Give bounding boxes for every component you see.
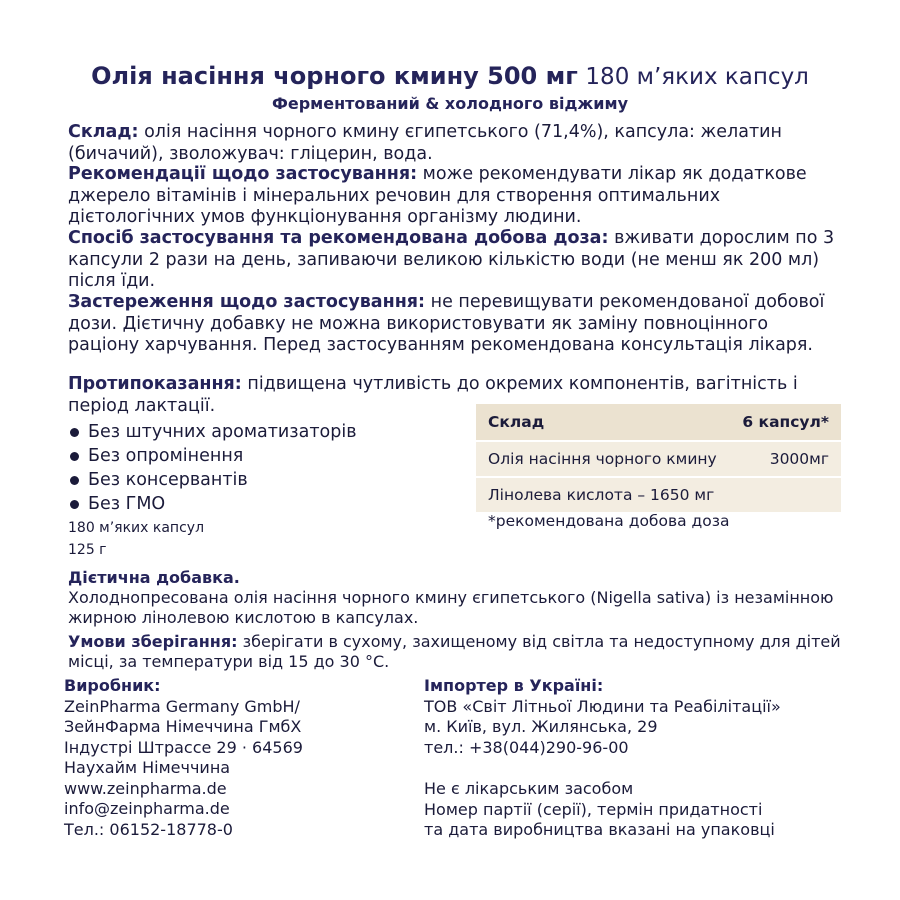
- dietary-label: Дієтична добавка.: [68, 568, 240, 587]
- composition-table-header-left: Склад: [488, 413, 545, 431]
- dosage-section: [68, 228, 838, 293]
- manufacturer-phone: Тел.: 06152-18778-0: [64, 819, 233, 839]
- importer-line: м. Київ, вул. Жилянська, 29: [424, 717, 658, 736]
- importer-label: Імпортер в Україні:: [424, 676, 604, 695]
- legal-note: Номер партії (серії), термін придатності: [424, 799, 763, 819]
- manufacturer-line: ЗейнФарма Німеччина ГмбХ: [64, 717, 302, 736]
- feature-item: Без опромінення: [68, 444, 357, 468]
- composition-row-name: Олія насіння чорного кмину: [488, 450, 717, 468]
- importer-line: ТОВ «Світ Літньої Людини та Реабілітації»: [424, 696, 781, 716]
- features-list: [68, 420, 357, 516]
- product-title-bold: Олія насіння чорного кмину 500 мг: [91, 62, 578, 90]
- manufacturer-line: Індустрі Штрассе 29 · 64569: [64, 737, 303, 757]
- warnings-section: [68, 292, 838, 357]
- manufacturer-block: [64, 676, 303, 840]
- composition-section: [68, 122, 838, 165]
- feature-item: Без штучних ароматизаторів: [68, 420, 357, 444]
- composition-table-header-right: 6 капсул*: [742, 413, 829, 431]
- legal-notes: [424, 779, 775, 841]
- contraindications-label: Протипоказання:: [68, 374, 242, 394]
- storage-section: [68, 632, 848, 672]
- storage-label: Умови зберігання:: [68, 632, 238, 651]
- legal-note: та дата виробництва вказані на упаковці: [424, 820, 775, 839]
- feature-item: Без консервантів: [68, 468, 357, 492]
- dosage-label: Спосіб застосування та рекомендована добова доза:: [68, 228, 609, 248]
- importer-phone: тел.: +38(044)290-96-00: [424, 737, 629, 757]
- composition-row-value: 3000мг: [769, 450, 829, 468]
- warnings-label: Застереження щодо застосування:: [68, 292, 426, 312]
- warnings-text: не перевищувати рекомендованої добової дози. Дієтичну добавку не можна використовувати як заміну повноцінного раціону харчування. Перед застосуванням рекомендована консультація лікаря.: [68, 292, 825, 355]
- composition-text: олія насіння чорного кмину єгипетського (71,4%), капсула: желатин (бичачий), зволожувач: гліцерин, вода.: [68, 122, 782, 164]
- composition-table-row: [476, 476, 841, 512]
- package-count: 180 м’яких капсул: [68, 520, 205, 536]
- manufacturer-label: Виробник:: [64, 676, 161, 695]
- product-title-capsules: 180 м’яких капсул: [585, 64, 809, 90]
- product-title: [0, 60, 900, 93]
- feature-item: Без ГМО: [68, 492, 357, 516]
- manufacturer-email: info@zeinpharma.de: [64, 799, 230, 818]
- manufacturer-website: www.zeinpharma.de: [64, 778, 227, 798]
- manufacturer-line: ZeinPharma Germany GmbH/: [64, 696, 300, 716]
- composition-row-linoleic: Лінолева кислота – 1650 мг: [488, 486, 715, 504]
- recommendations-section: [68, 164, 838, 229]
- manufacturer-line: Наухайм Німеччина: [64, 758, 231, 777]
- package-weight: 125 г: [68, 542, 107, 558]
- contraindications-text: підвищена чутливість до окремих компонентів, вагітність і період лактації.: [68, 374, 798, 416]
- dietary-text: Холоднопресована олія насіння чорного кмину єгипетського (Nigella sativa) із незамінною жирною лінолевою кислотою в капсулах.: [68, 588, 834, 627]
- importer-block: [424, 676, 781, 758]
- composition-label: Склад:: [68, 122, 139, 142]
- composition-table: [476, 404, 841, 512]
- recommendations-text: може рекомендувати лікар як додаткове джерело вітамінів і мінеральних речовин для створення оптимальних дієтологічних умов функціонування організму людини.: [68, 164, 807, 227]
- composition-table-row: [476, 440, 841, 476]
- composition-table-header: [476, 404, 841, 440]
- dietary-section: [68, 568, 848, 628]
- dosage-text: вживати дорослим по 3 капсули 2 рази на день, запиваючи великою кількістю води (не менш як 200 мл) після їди.: [68, 228, 835, 291]
- composition-table-note: *рекомендована добова доза: [488, 512, 730, 530]
- storage-text: зберігати в сухому, захищеному від світла та недоступному для дітей місці, за температури від 15 до 30 °С.: [68, 632, 841, 671]
- legal-note: Не є лікарським засобом: [424, 779, 634, 798]
- recommendations-label: Рекомендації щодо застосування:: [68, 164, 418, 184]
- product-subtitle: Ферментований & холодного віджиму: [272, 94, 628, 113]
